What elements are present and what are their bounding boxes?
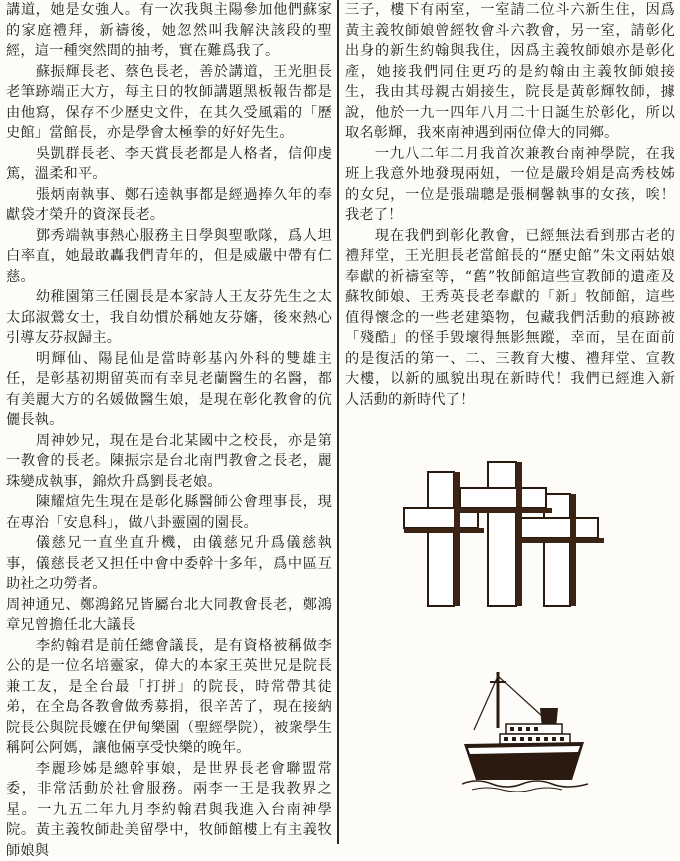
right-column xyxy=(345,0,675,410)
left-paragraph: 李麗珍姊是總幹事娘，是世界長老會聯盟常委，非常活動於社會服務。兩李一王是我教界之星。一九五二年九月李約翰君與我進入台南神學院。黃主義牧師赴美留學中，牧師館樓上有主義牧師娘與 xyxy=(6,759,332,861)
left-paragraph: 周神通兄、鄭鴻銘兄皆屬台北大同教會長老，鄭鴻章兄曾擔任北大議長 xyxy=(6,595,332,636)
left-paragraph: 鄧秀端執事熱心服務主日學與聖歌隊，爲人坦白率直，她最敢轟我們青年的，但是威嚴中帶有仁慈。 xyxy=(6,226,332,288)
left-paragraph: 儀慈兄一直坐直升機，由儀慈兄升爲儀慈執事，儀慈長老又担任中會中委幹十多年，爲中區互助社之功勞者。 xyxy=(6,533,332,595)
left-paragraph: 明輝仙、陽昆仙是當時彰基內外科的雙雄主任，是彰基初期留英而有幸見老蘭醫生的名醫，都有美麗大方的名媛做醫生娘，是現在彰化教會的伉儷長執。 xyxy=(6,349,332,431)
right-paragraph: 一九八二年二月我首次兼教台南神學院，在我班上我意外地發現兩妞，一位是嚴玲娟是高秀枝姊的女兒，一位是張瑞聰是張桐馨執事的女孩，唉！我老了！ xyxy=(345,144,675,226)
left-paragraph: 李約翰君是前任總會議長，是有資格被稱做李公的是一位名培靈家，偉大的本家王英世兄是院長兼工友，是全台最「打拼」的院長，時常帶其徒弟，在全島各教會做秀募捐，很辛苦了，現在接納院長公與院長嬤在伊甸樂園（聖經學院），被衆學生稱阿公阿媽，讓他倆享受快樂的晚年。 xyxy=(6,636,332,759)
left-paragraph: 蘇振輝長老、蔡色長老，善於講道，王光胆長老筆跡端正大方，每主日的牧師講題黑板報告都是由他寫，保存不少歷史文件，在其久受風霜的「歷史館」當館長，亦是學會太極拳的好好先生。 xyxy=(6,62,332,144)
three-crosses-illustration xyxy=(398,458,630,608)
left-paragraph: 講道，她是女強人。有一次我與主陽參加他們蘇家的家庭禮拜，新禱後，她忽然叫我解決該段的聖經，這一種突然間的抽考，實在難爲我了。 xyxy=(6,0,332,62)
left-paragraph: 周神妙兄，現在是台北某國中之校長，亦是第一教會的長老。陳振宗是台北南門教會之長老，麗珠變成執事，錦炊升爲劉長老娘。 xyxy=(6,431,332,493)
column-divider xyxy=(337,0,339,844)
left-paragraph: 陳耀煊先生現在是彰化縣醫師公會理事長，現在專治「安息科」，做八卦靈園的園長。 xyxy=(6,492,332,533)
left-paragraph: 吳凱群長老、李天賞長老都是人格者，信仰虔篤，溫柔和平。 xyxy=(6,144,332,185)
ship-illustration xyxy=(462,668,588,792)
left-column xyxy=(6,0,332,861)
right-paragraph: 現在我們到彰化教會，已經無法看到那古老的禮拜堂，王光胆長老當館長的“歷史館”朱文兩姑娘奉獻的祈禱室等，“舊”牧師館這些宣教師的遺產及蘇牧師娘、王秀英長老奉獻的「新」牧師館，這些值得懷念的一些老建築物，包藏我們活動的痕跡被「殘酷」的怪手毀壞得無影無蹤，幸而，呈在面前的是復活的第一、二、三教育大樓、禮拜堂、宣教大樓，以新的風貌出現在新時代！我們已經進入新人活動的新時代了！ xyxy=(345,226,675,411)
left-paragraph: 幼稚園第三任園長是本家詩人王友芬先生之太太邱淑鶯女士，我自幼慣於稱她友芬嬸，後來熱心引導友芬叔歸主。 xyxy=(6,287,332,349)
right-paragraph: 三子，樓下有兩室，一室請二位斗六新生住，因爲黃主義牧師娘曾經牧會斗六教會，另一室，請彰化出身的新生約翰與我住，因爲主義牧師娘亦是彰化產，她接我們同住更巧的是約翰由主義牧師娘接生，我由其母親古娟接生，院長是黃彰輝牧師，據說，他於一九一四年八月二十日誕生於彰化，所以取名彰輝，我來南神遇到兩位偉大的同鄉。 xyxy=(345,0,675,144)
left-paragraph: 張炳南執事、鄭石逵執事都是經過捧久年的奉獻袋才榮升的資深長老。 xyxy=(6,185,332,226)
